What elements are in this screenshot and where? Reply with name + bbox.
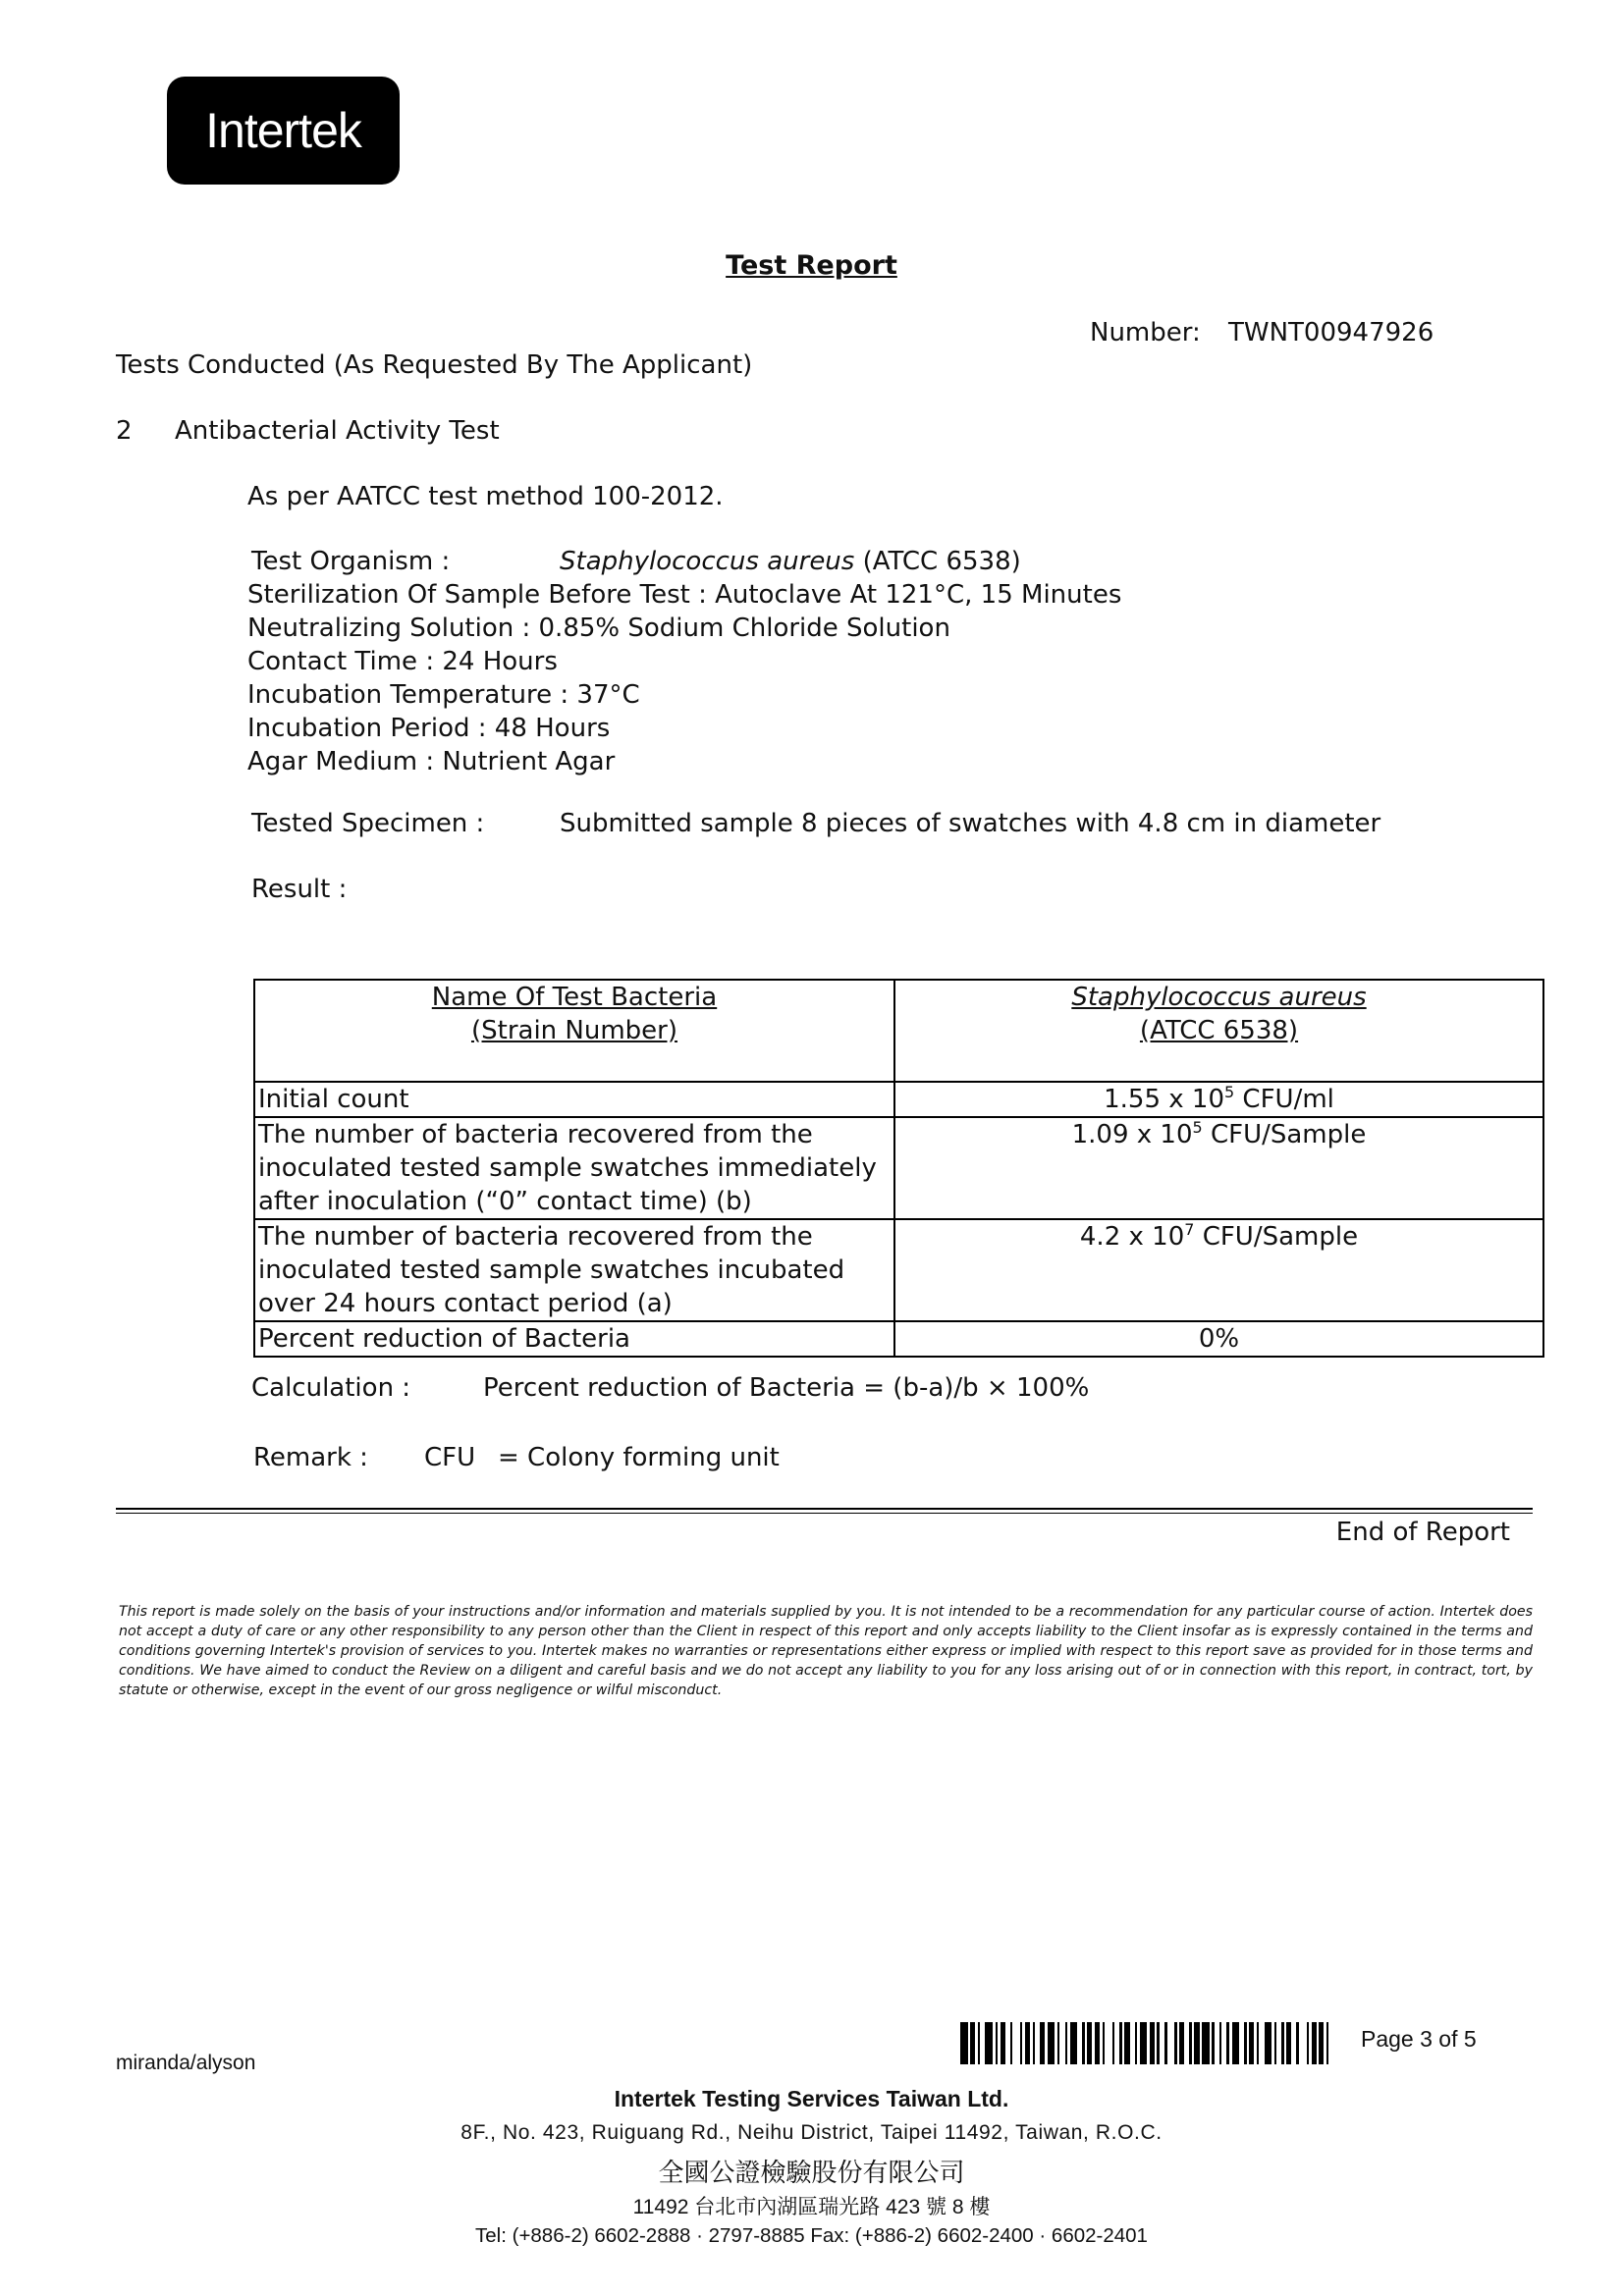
row-value [894,1117,1543,1219]
end-of-report: End of Report [1335,1518,1510,1547]
tested-specimen-value: Submitted sample 8 pieces of swatches with 4.8 cm in diameter [560,809,1381,838]
value-unit: CFU/Sample [1194,1222,1359,1252]
result-table [253,979,1544,1358]
tested-specimen-label: Tested Specimen : [251,809,485,838]
footer-contact: Tel: (+886-2) 6602-2888 · 2797-8885 Fax: (+886-2) 6602-2400 · 6602-2401 [475,2224,1148,2247]
remark-term: CFU [424,1443,476,1472]
test-organism-value [560,545,1021,578]
table-row [254,1219,1543,1321]
author-initials: miranda/alyson [116,2052,256,2074]
row-label: The number of bacteria recovered from the inoculated tested sample swatches immediately after inoculation (“0” contact time) (b) [254,1117,894,1219]
test-organism-label: Test Organism : [251,547,451,576]
condition-line: Agar Medium : Nutrient Agar [247,747,616,776]
header-strain-number: (Strain Number) [470,1016,678,1045]
row-value: 0% [894,1321,1543,1357]
barcode-bar [1328,2022,1336,2064]
barcode-bar [1048,2022,1055,2064]
header-test-bacteria [254,980,894,1082]
test-method: As per AATCC test method 100-2012. [247,482,724,511]
row-label: Initial count [254,1082,894,1117]
page-number: Page 3 of 5 [1361,2026,1477,2052]
value-mantissa: 4.2 x 10 [1079,1222,1185,1252]
section-title: Antibacterial Activity Test [175,416,500,446]
report-title: Test Report [726,250,897,281]
value-unit: CFU/ml [1234,1085,1334,1114]
value-exponent: 5 [1192,1118,1203,1137]
table-row [254,1117,1543,1219]
barcode-bar [1140,2022,1148,2064]
report-number-value: TWNT00947926 [1228,318,1434,347]
barcode-bar [1299,2022,1307,2064]
footer-address-zh: 11492 台北市內湖區瑞光路 423 號 8 樓 [632,2196,991,2218]
barcode-image [960,2022,1337,2064]
barcode-bar [985,2022,993,2064]
organism-species: Staphylococcus aureus [560,547,855,576]
barcode-bar [1232,2022,1240,2064]
row-label: Percent reduction of Bacteria [254,1321,894,1357]
barcode-bar [1070,2022,1078,2064]
disclaimer-text: This report is made solely on the basis of your instructions and/or information and materials supplied by you. It is not intended to be a recommendation for any particular course of action. Intertek does not accept a duty of care or any other responsibility to any person other than the Client in respect of this report and only accepts liability to the Client insofar as is expressly contained in the terms and conditions governing Intertek's provision of services to you. Intertek makes no warranties or representations either express or implied with respect to this report save as provided for in those terms and conditions. We have aimed to conduct the Review on a diligent and careful basis and we do not accept any liability to you for any loss arising out of or in connection with this report, in contract, tort, by statute or otherwise, except in the event of our gross negligence or wilful misconduct. [119,1604,1533,1698]
row-value [894,1219,1543,1321]
calculation-label: Calculation : [251,1373,411,1403]
section-number: 2 [116,416,133,446]
header-organism-strain: (ATCC 6538) [1139,1016,1299,1045]
condition-line: Sterilization Of Sample Before Test : Autoclave At 121°C, 15 Minutes [247,580,1122,610]
value-mantissa: 1.55 x 10 [1104,1085,1224,1114]
value-unit: CFU/Sample [1202,1120,1367,1149]
calculation-formula: Percent reduction of Bacteria = (b-a)/b × 100% [483,1373,1090,1403]
remark-label: Remark : [253,1443,368,1472]
tests-conducted-heading: Tests Conducted (As Requested By The Applicant) [116,350,753,380]
row-label: The number of bacteria recovered from the inoculated tested sample swatches incubated over 24 hours contact period (a) [254,1219,894,1321]
table-row [254,1082,1543,1117]
logo-text: Intertek [205,103,361,158]
barcode-bar [1202,2022,1210,2064]
header-organism-species: Staphylococcus aureus [1071,983,1367,1012]
header-name-of-test-bacteria: Name Of Test Bacteria [431,983,718,1012]
row-value [894,1082,1543,1117]
barcode-bar [960,2022,968,2064]
result-label: Result : [251,875,348,904]
header-organism [894,980,1543,1082]
condition-line: Neutralizing Solution : 0.85% Sodium Chloride Solution [247,614,950,643]
value-exponent: 7 [1184,1220,1195,1239]
table-header-row [254,980,1543,1082]
value-mantissa: 1.09 x 10 [1071,1120,1193,1149]
barcode-bar [1012,2022,1020,2064]
intertek-logo [167,77,400,185]
condition-line: Contact Time : 24 Hours [247,647,558,676]
report-number-label: Number: [1090,318,1201,347]
test-conditions [247,578,1121,778]
condition-line: Incubation Period : 48 Hours [247,714,611,743]
barcode-bar [1105,2022,1112,2064]
barcode-bar [1167,2022,1175,2064]
footer-company: Intertek Testing Services Taiwan Ltd. [614,2086,1009,2111]
value-exponent: 5 [1223,1083,1235,1101]
remark-definition: = Colony forming unit [498,1443,780,1472]
footer-company-zh: 全國公證檢驗股份有限公司 [658,2159,965,2188]
table-row [254,1321,1543,1357]
organism-strain: (ATCC 6538) [862,547,1021,576]
divider-rule-thin [116,1513,1533,1514]
footer-address: 8F., No. 423, Ruiguang Rd., Neihu District, Taipei 11492, Taiwan, R.O.C. [460,2121,1163,2144]
divider-rule [116,1508,1533,1510]
condition-line: Incubation Temperature : 37°C [247,680,640,710]
barcode-bar [1265,2022,1272,2064]
